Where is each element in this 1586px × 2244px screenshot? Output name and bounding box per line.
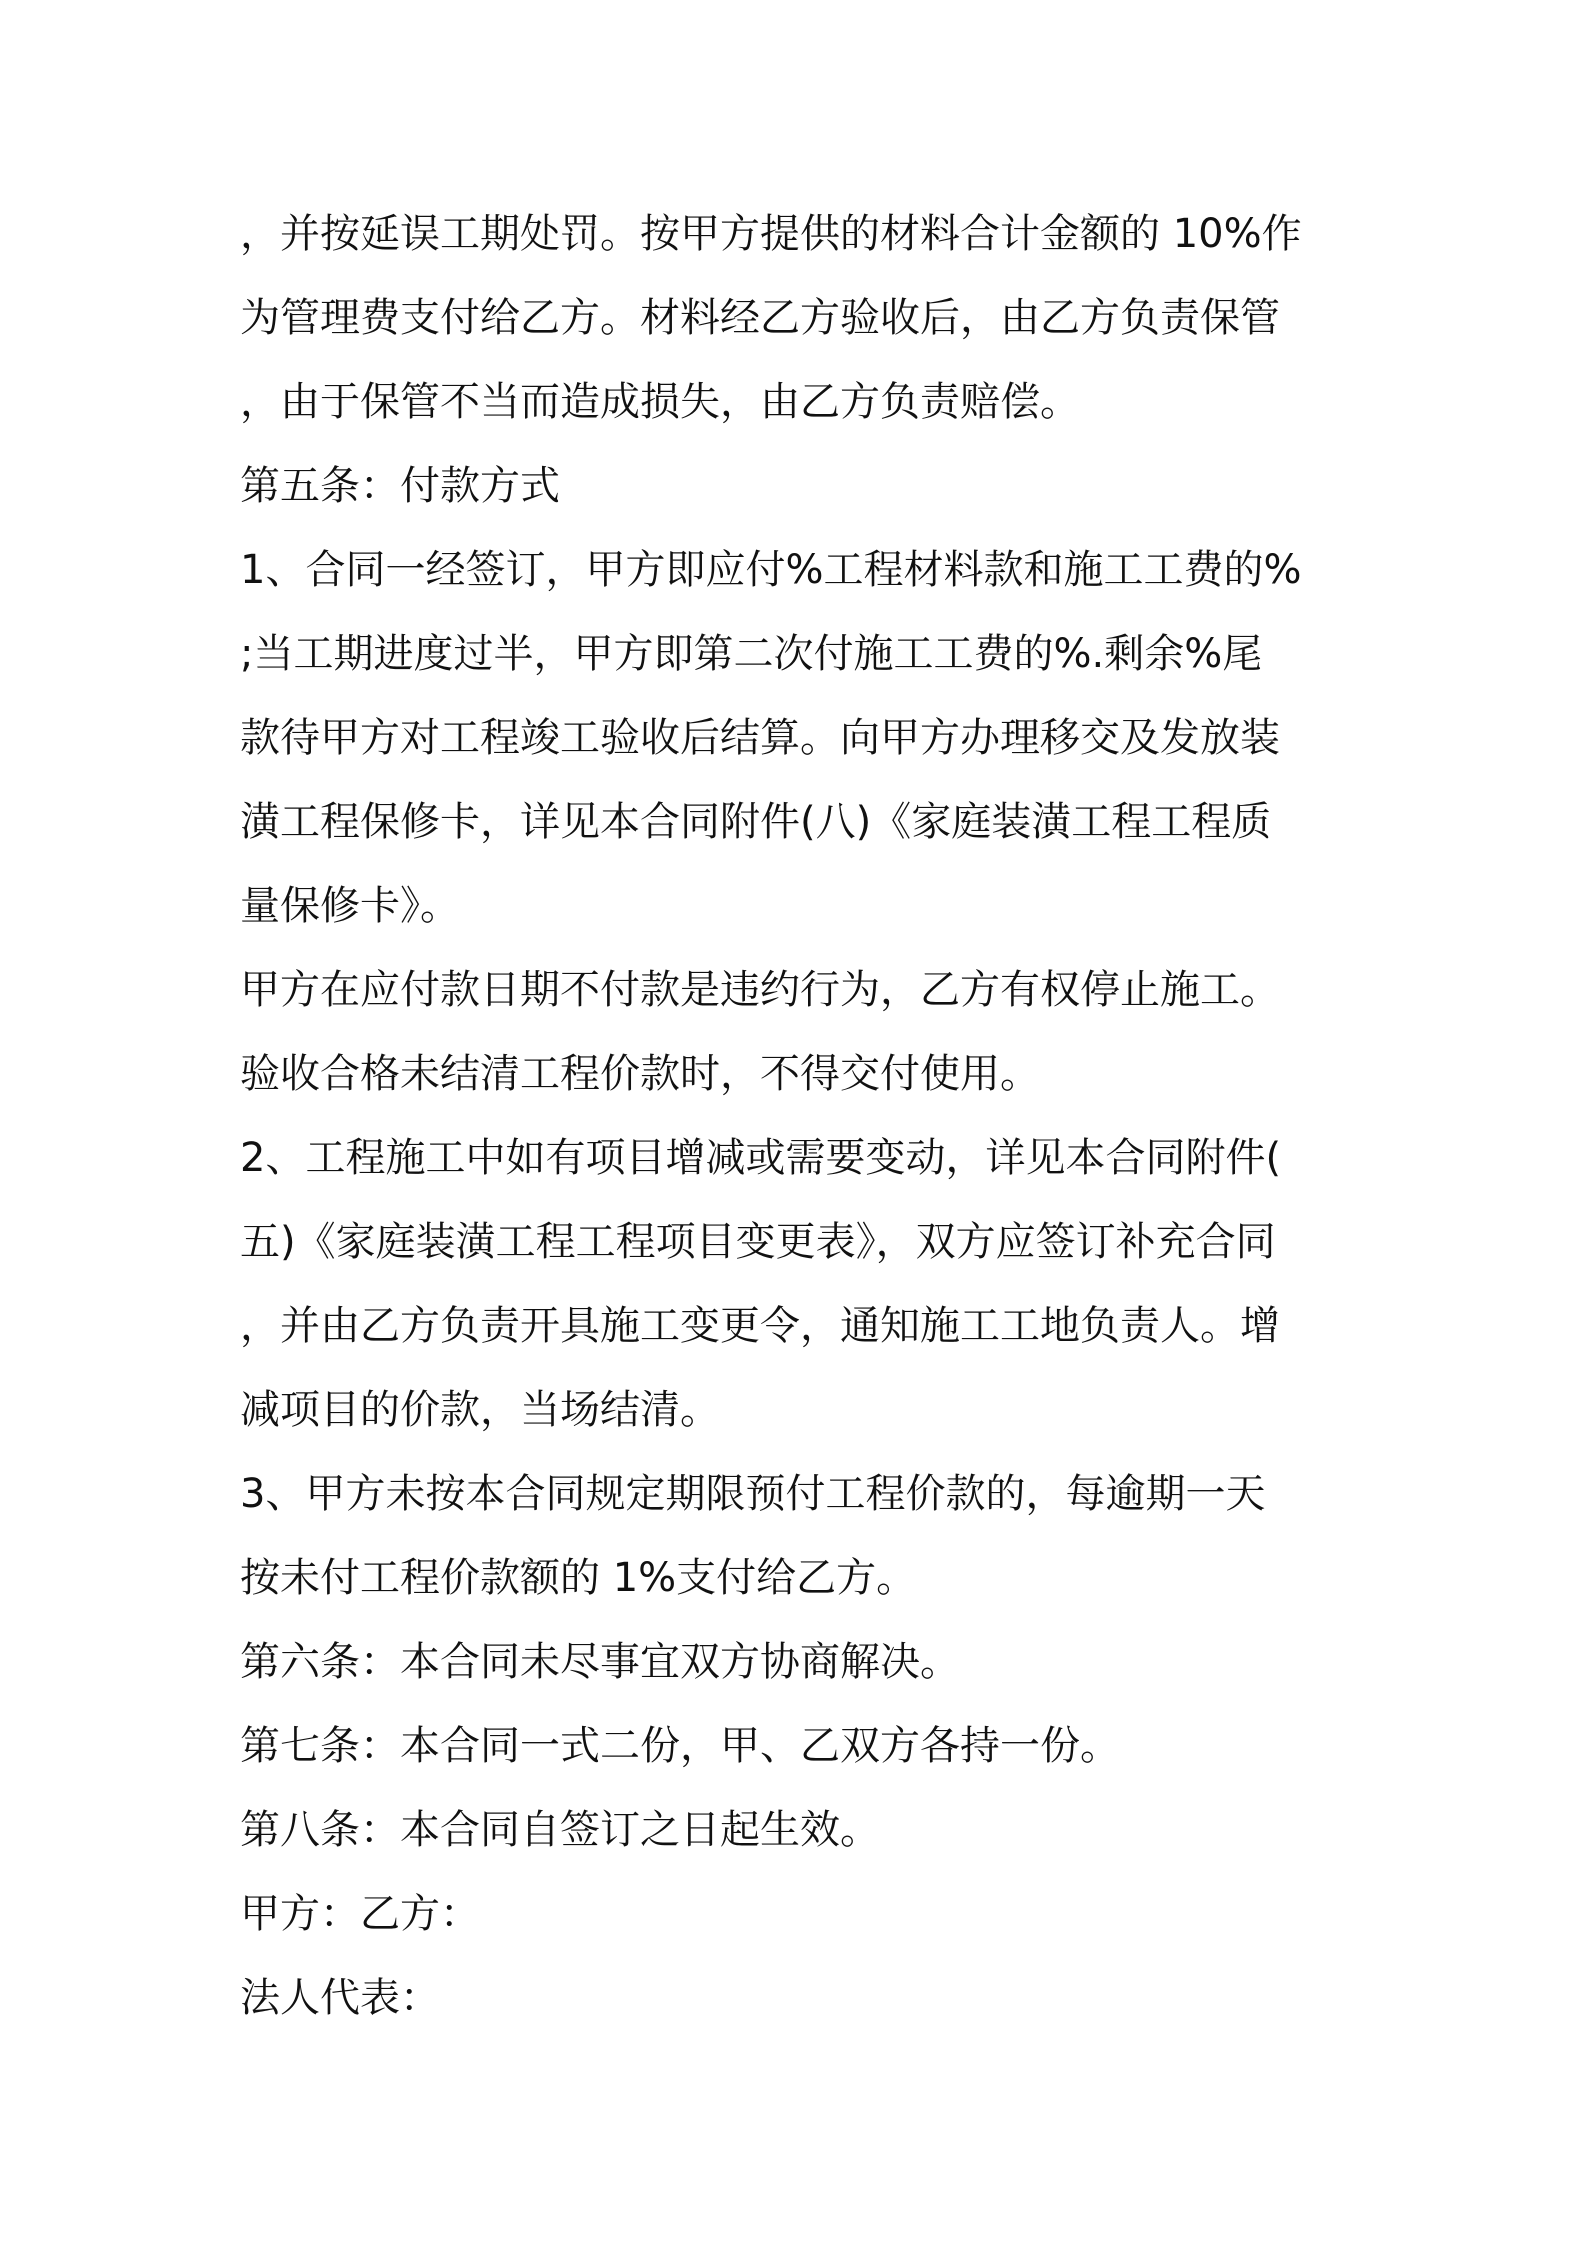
text-line: 款待甲方对工程竣工验收后结算。向甲方办理移交及发放装	[240, 715, 1280, 761]
text-line: ;当工期进度过半，甲方即第二次付施工工费的%.剩余%尾	[240, 631, 1263, 677]
text-line: 为管理费支付给乙方。材料经乙方验收后，由乙方负责保管	[240, 295, 1280, 341]
article-line: 第七条：本合同一式二份，甲、乙双方各持一份。	[240, 1723, 1120, 1769]
text-line: 潢工程保修卡，详见本合同附件(八)《家庭装潢工程工程质	[240, 799, 1272, 845]
text-line: 3、甲方未按本合同规定期限预付工程价款的，每逾期一天	[240, 1471, 1266, 1517]
text-line: 五)《家庭装潢工程工程项目变更表》，双方应签订补充合同	[240, 1219, 1276, 1265]
article-line: 第六条：本合同未尽事宜双方协商解决。	[240, 1639, 960, 1685]
text-line: 甲方在应付款日期不付款是违约行为，乙方有权停止施工。	[240, 967, 1280, 1013]
signature-parties: 甲方：乙方：	[240, 1891, 480, 1937]
text-line: ，并由乙方负责开具施工变更令，通知施工工地负责人。增	[240, 1303, 1280, 1349]
text-line: 2、工程施工中如有项目增减或需要变动，详见本合同附件(	[240, 1135, 1282, 1181]
section-heading: 第五条：付款方式	[240, 463, 560, 509]
text-line: ，由于保管不当而造成损失，由乙方负责赔偿。	[240, 379, 1080, 425]
text-line: 减项目的价款，当场结清。	[240, 1387, 720, 1433]
text-line: ，并按延误工期处罚。按甲方提供的材料合计金额的 10%作	[240, 211, 1302, 257]
text-line: 量保修卡》。	[240, 883, 460, 929]
text-line: 验收合格未结清工程价款时，不得交付使用。	[240, 1051, 1040, 1097]
text-line: 按未付工程价款额的 1%支付给乙方。	[240, 1555, 917, 1601]
text-line: 1、合同一经签订，甲方即应付%工程材料款和施工工费的%	[240, 547, 1302, 593]
article-line: 第八条：本合同自签订之日起生效。	[240, 1807, 880, 1853]
legal-representative: 法人代表：	[240, 1975, 440, 2021]
document-page	[240, 192, 1355, 2040]
